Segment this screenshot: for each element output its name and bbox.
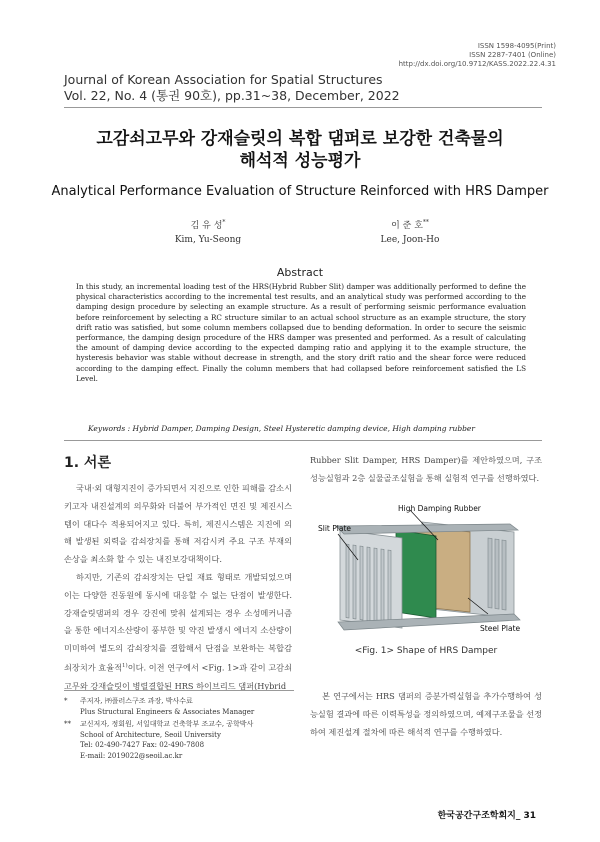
abstract-text: In this study, an incremental loading test of the HRS(Hybrid Rubber Slit) damper was additionally performed to define the physical characteristics according to the incremental test results, and an analytical study was performed according to the damping design procedure by selecting an example structure. As a result of performing seismic performance evaluation before reinforcement by selecting a RC structure similar to an actual school structure as an example structure, the story drift ratio was satisfied, but some column members collapsed due to bending deformation. In order to secure the seismic performance, the damping design procedure of the HRS damper was presented and performed. As a result of calculating the amount of damping device according to the expected damping ratio and applying it to the example structure, the hysteresis behavior was stable without decrease in strength, and the story drift ratio and the shear force were reduced according to the damping effect. Finally the column members that had collapsed before reinforcement satisfied the LS Level. (76, 282, 526, 383)
footnote-divider (64, 690, 294, 691)
label-high-damping-rubber: High Damping Rubber (398, 504, 481, 513)
issn-online: ISSN 2287-7401 (Online) (469, 51, 556, 59)
citation-sup: 1) (122, 662, 128, 669)
footnote-2-line2: School of Architecture, Seoil University (80, 730, 221, 739)
footnote-2-email[interactable]: E-mail: 2019022@seoil.ac.kr (80, 751, 183, 760)
left-column (64, 480, 292, 695)
figure-caption: <Fig. 1> Shape of HRS Damper (354, 646, 498, 656)
title-english: Analytical Performance Evaluation of Structure Reinforced with HRS Damper (51, 184, 549, 199)
footnote-2 (64, 719, 304, 761)
author-2 (310, 216, 510, 247)
issn-print: ISSN 1598-4095(Print) (477, 42, 556, 50)
label-steel-plate: Steel Plate (480, 624, 521, 633)
title-korean-line2: 해석적 성능평가 (239, 151, 361, 171)
issn-block (399, 42, 556, 69)
doi-link[interactable]: http://dx.doi.org/10.9712/KASS.2022.22.4.31 (398, 60, 556, 68)
title-korean-line1: 고감쇠고무와 강재슬릿의 복합 댐퍼로 보강한 건축물의 (96, 129, 504, 149)
intro-paragraph-1: 국내·외 대형지진이 증가되면서 지진으로 인한 피해를 감소시키고자 내진설계의 의무화와 더불어 부가적인 면진 및 제진시스템이 대다수 적용되어지고 있다. 특히, 제진시스템은 지진에 의해 발생된 외력을 감쇠장치를 통해 저감시켜 주요 구조 부재의 손상을 최소화 할 수 있는 내진보강대책이다. (64, 483, 292, 565)
author-1-name-en: Kim, Yu-Seong (174, 235, 242, 245)
right-column-bottom: 본 연구에서는 HRS 댐퍼의 증분가력실험을 추가수행하여 성능실험 결과에 따른 이력특성을 정의하였으며, 예제구조물을 선정하여 제진설계 절차에 따른 해석적 연구를 수행하였다. (310, 691, 542, 737)
author-1-mark: * (222, 219, 226, 226)
author-1 (108, 216, 308, 247)
author-1-name-ko: 김 유 성 (190, 221, 223, 231)
label-slit-plate: Slit Plate (318, 524, 352, 533)
para2-end: 이다. 이전 연구에서 <Fig. 1>과 같이 고감쇠고무와 강재슬릿이 병렬결합된 HRS 하이브리드 댐퍼(Hybrid (64, 662, 293, 691)
author-2-name-en: Lee, Joon-Ho (380, 235, 440, 245)
abstract-divider (64, 440, 542, 441)
journal-name: Journal of Korean Association for Spatial Structures (64, 72, 383, 87)
volume-line: Vol. 22, No. 4 (통권 90호), pp.31~38, December, 2022 (64, 88, 400, 103)
section-heading: 1. 서론 (64, 455, 111, 471)
footnote-2-line3: Tel: 02-490-7427 Fax: 02-490-7808 (80, 741, 205, 749)
footnote-1 (64, 696, 304, 717)
figure-1 (318, 500, 542, 642)
header-divider (64, 107, 542, 108)
hrs-damper-illustration (318, 500, 542, 642)
footnote-2-line1: 교신저자, 정회원, 서일대학교 건축학부 조교수, 공학박사 (80, 720, 254, 728)
footnote-1-line1: 주저자, ㈜플러스구조 과장, 박사수료 (80, 697, 193, 705)
footnote-1-line2: Plus Structural Engineers & Associates Manager (80, 707, 255, 716)
abstract-heading: Abstract (276, 266, 324, 279)
journal-header (64, 72, 400, 104)
footnote-1-mark: * (64, 697, 68, 705)
page-footer: 한국공간구조학회지_ 31 (437, 811, 536, 821)
intro-paragraph-2 (64, 569, 292, 695)
footnote-2-mark: ** (64, 720, 71, 728)
right-column-top: Rubber Slit Damper, HRS Damper)를 제안하였으며, 구조성능실험과 2층 실물골조실험을 통해 실험적 연구를 선행하였다. (310, 455, 542, 483)
title-korean (40, 128, 560, 172)
keywords: Keywords : Hybrid Damper, Damping Design, Steel Hysteretic damping device, High damping rubber (88, 424, 475, 433)
author-2-name-ko: 이 준 호 (391, 221, 423, 231)
para2-text: 하지만, 기존의 감쇠장치는 단일 재료 형태로 개발되었으며 이는 다양한 진동원에 동시에 대응할 수 없는 단점이 발생한다. 강재슬릿댐퍼의 경우 강진에 맞춰 설계되는 경우 소성메커니즘을 통한 에너지소산량이 풍부한 및 약진 발생시 에너지 소산량이 미미하여 별도의 감쇠장치를 결합해서 단점을 보완하는 복합감쇠장치가 효율적 (64, 571, 292, 673)
author-2-mark: ** (422, 219, 429, 226)
